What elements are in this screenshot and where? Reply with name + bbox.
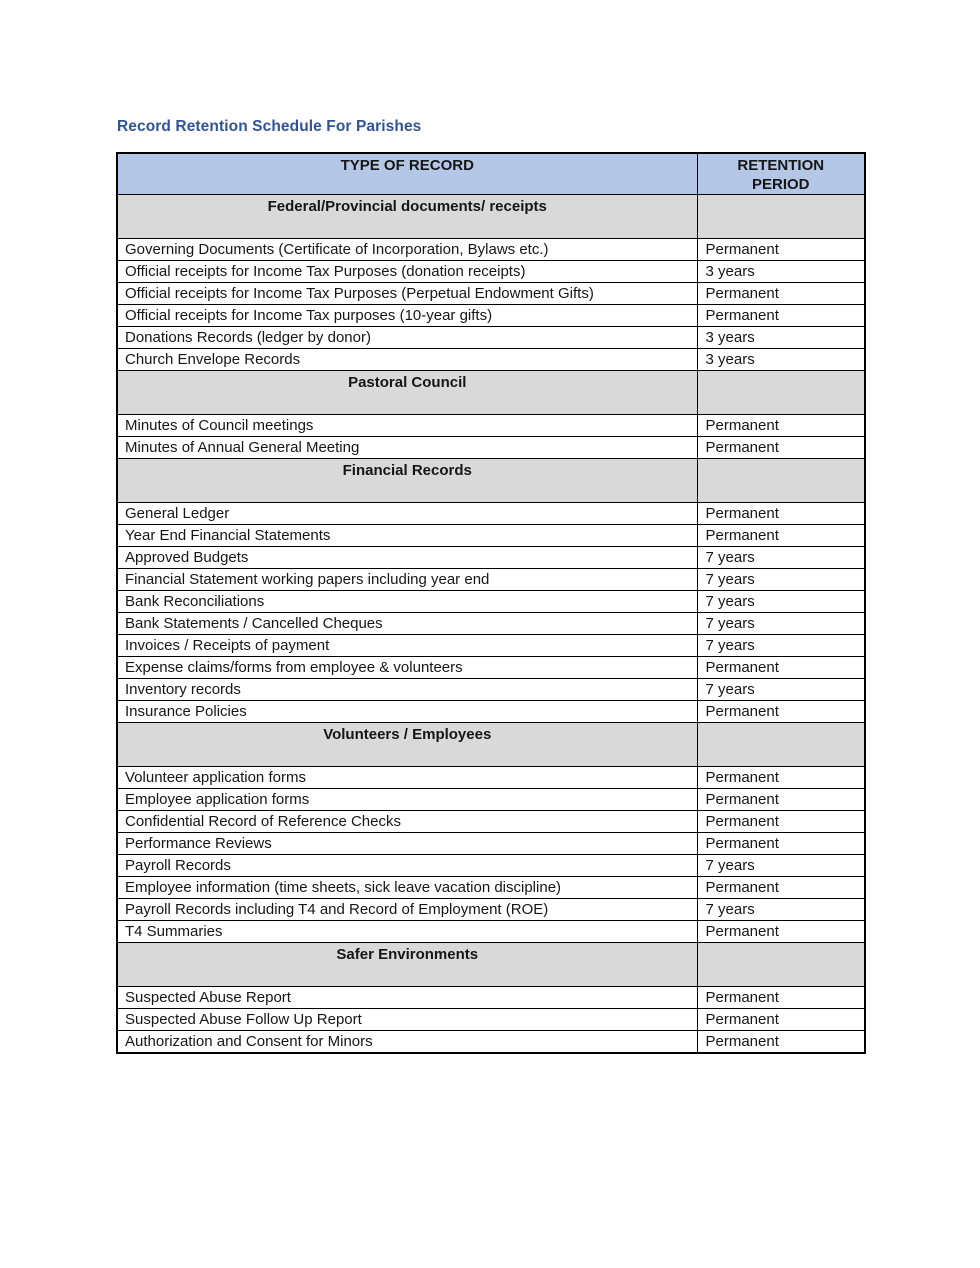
section-empty-cell	[697, 943, 865, 987]
table-row	[117, 569, 865, 591]
table-row	[117, 833, 865, 855]
record-type-cell: Year End Financial Statements	[117, 525, 697, 547]
retention-period-cell: Permanent	[697, 987, 865, 1009]
record-type-cell: Inventory records	[117, 679, 697, 701]
record-type-cell: Confidential Record of Reference Checks	[117, 811, 697, 833]
retention-period-cell: Permanent	[697, 415, 865, 437]
section-title: Financial Records	[117, 459, 697, 503]
table-row	[117, 877, 865, 899]
table-row	[117, 327, 865, 349]
record-type-cell: T4 Summaries	[117, 921, 697, 943]
retention-period-cell: 7 years	[697, 613, 865, 635]
table-row	[117, 1031, 865, 1054]
retention-period-cell: 7 years	[697, 899, 865, 921]
table-row	[117, 305, 865, 327]
retention-period-cell: Permanent	[697, 811, 865, 833]
retention-period-cell: Permanent	[697, 877, 865, 899]
retention-period-cell: 3 years	[697, 261, 865, 283]
column-header-retention-period-label: RETENTION PERIOD	[737, 157, 825, 193]
record-type-cell: Donations Records (ledger by donor)	[117, 327, 697, 349]
retention-period-cell: Permanent	[697, 701, 865, 723]
record-type-cell: Approved Budgets	[117, 547, 697, 569]
record-type-cell: Employee information (time sheets, sick leave vacation discipline)	[117, 877, 697, 899]
page-title: Record Retention Schedule For Parishes	[117, 118, 422, 135]
record-type-cell: Suspected Abuse Follow Up Report	[117, 1009, 697, 1031]
table-row	[117, 1009, 865, 1031]
retention-schedule-table	[116, 152, 866, 1054]
record-type-cell: Payroll Records including T4 and Record of Employment (ROE)	[117, 899, 697, 921]
retention-period-cell: 3 years	[697, 327, 865, 349]
retention-period-cell: Permanent	[697, 525, 865, 547]
table-row	[117, 283, 865, 305]
retention-period-cell: 7 years	[697, 569, 865, 591]
table-header-row	[117, 153, 865, 195]
section-empty-cell	[697, 195, 865, 239]
retention-period-cell: Permanent	[697, 503, 865, 525]
column-header-type-of-record: TYPE OF RECORD	[117, 153, 697, 195]
retention-period-cell: Permanent	[697, 239, 865, 261]
record-type-cell: General Ledger	[117, 503, 697, 525]
table-row	[117, 679, 865, 701]
section-header-row	[117, 371, 865, 415]
retention-period-cell: Permanent	[697, 1009, 865, 1031]
table-row	[117, 811, 865, 833]
section-header-row	[117, 459, 865, 503]
section-empty-cell	[697, 459, 865, 503]
record-type-cell: Official receipts for Income Tax Purposes (Perpetual Endowment Gifts)	[117, 283, 697, 305]
retention-period-cell: 7 years	[697, 855, 865, 877]
record-type-cell: Governing Documents (Certificate of Incorporation, Bylaws etc.)	[117, 239, 697, 261]
column-header-retention-period	[697, 153, 865, 195]
table-row	[117, 921, 865, 943]
retention-period-cell: Permanent	[697, 1031, 865, 1054]
section-header-row	[117, 723, 865, 767]
table-row	[117, 855, 865, 877]
retention-period-cell: Permanent	[697, 657, 865, 679]
table-row	[117, 657, 865, 679]
record-type-cell: Financial Statement working papers including year end	[117, 569, 697, 591]
table-row	[117, 415, 865, 437]
table-row	[117, 261, 865, 283]
section-header-row	[117, 943, 865, 987]
retention-period-cell: Permanent	[697, 305, 865, 327]
table-row	[117, 635, 865, 657]
section-title: Volunteers / Employees	[117, 723, 697, 767]
record-type-cell: Suspected Abuse Report	[117, 987, 697, 1009]
table-row	[117, 987, 865, 1009]
retention-period-cell: 7 years	[697, 635, 865, 657]
record-type-cell: Insurance Policies	[117, 701, 697, 723]
table-row	[117, 349, 865, 371]
record-type-cell: Minutes of Council meetings	[117, 415, 697, 437]
section-empty-cell	[697, 371, 865, 415]
record-type-cell: Payroll Records	[117, 855, 697, 877]
record-type-cell: Performance Reviews	[117, 833, 697, 855]
retention-period-cell: Permanent	[697, 921, 865, 943]
retention-period-cell: Permanent	[697, 789, 865, 811]
record-type-cell: Official receipts for Income Tax purposes (10-year gifts)	[117, 305, 697, 327]
retention-period-cell: 7 years	[697, 547, 865, 569]
section-title: Safer Environments	[117, 943, 697, 987]
retention-period-cell: Permanent	[697, 767, 865, 789]
table-row	[117, 525, 865, 547]
retention-period-cell: Permanent	[697, 437, 865, 459]
retention-period-cell: Permanent	[697, 833, 865, 855]
record-type-cell: Bank Reconciliations	[117, 591, 697, 613]
record-type-cell: Volunteer application forms	[117, 767, 697, 789]
record-type-cell: Official receipts for Income Tax Purposes (donation receipts)	[117, 261, 697, 283]
record-type-cell: Minutes of Annual General Meeting	[117, 437, 697, 459]
table-row	[117, 591, 865, 613]
record-type-cell: Church Envelope Records	[117, 349, 697, 371]
table-row	[117, 613, 865, 635]
retention-period-cell: 7 years	[697, 679, 865, 701]
record-type-cell: Authorization and Consent for Minors	[117, 1031, 697, 1054]
record-type-cell: Invoices / Receipts of payment	[117, 635, 697, 657]
table-row	[117, 503, 865, 525]
section-header-row	[117, 195, 865, 239]
retention-period-cell: 7 years	[697, 591, 865, 613]
record-type-cell: Expense claims/forms from employee & volunteers	[117, 657, 697, 679]
record-type-cell: Bank Statements / Cancelled Cheques	[117, 613, 697, 635]
table-row	[117, 767, 865, 789]
table-row	[117, 437, 865, 459]
table-row	[117, 899, 865, 921]
retention-period-cell: 3 years	[697, 349, 865, 371]
retention-period-cell: Permanent	[697, 283, 865, 305]
section-empty-cell	[697, 723, 865, 767]
table-row	[117, 547, 865, 569]
record-type-cell: Employee application forms	[117, 789, 697, 811]
table-body	[117, 195, 865, 1054]
table-row	[117, 789, 865, 811]
table-row	[117, 701, 865, 723]
table-row	[117, 239, 865, 261]
section-title: Federal/Provincial documents/ receipts	[117, 195, 697, 239]
section-title: Pastoral Council	[117, 371, 697, 415]
